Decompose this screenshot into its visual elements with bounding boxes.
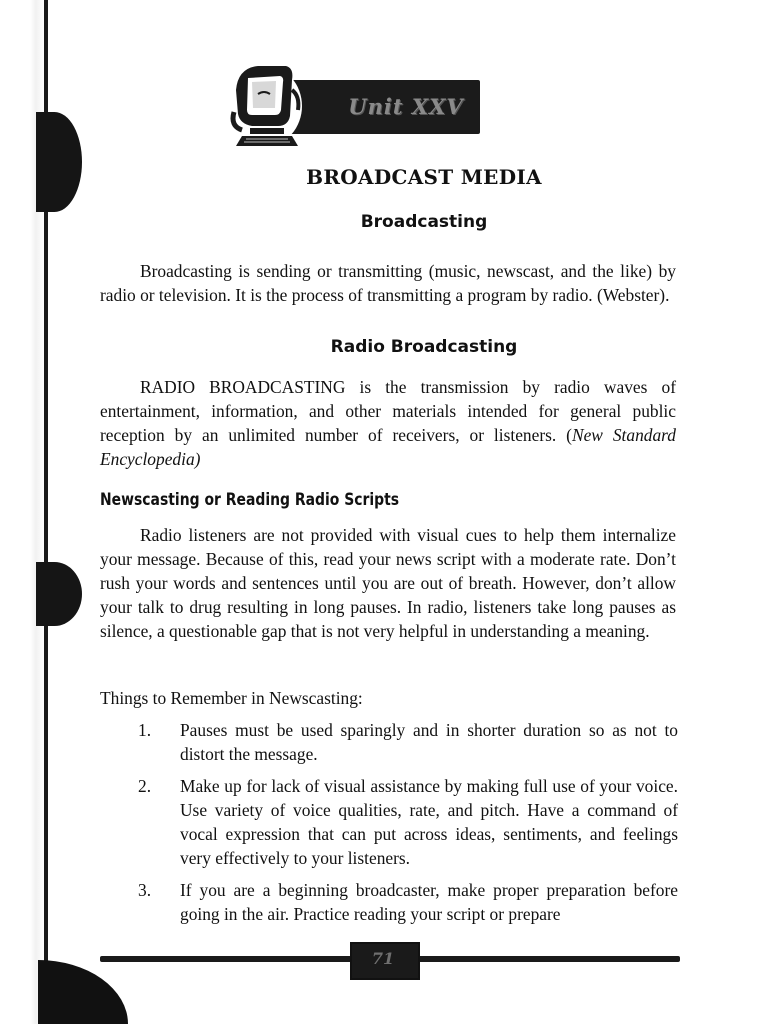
binding-shadow [36, 112, 82, 212]
paragraph-text: RADIO BROADCASTING is the transmission by radio waves of entertainment, information, and other materials intended for general public reception by an unlimited number of receivers, or listeners. ( [100, 377, 676, 445]
list-number: 2. [138, 776, 152, 796]
page-title: BROADCAST MEDIA [306, 165, 542, 189]
list-number: 3. [138, 880, 152, 900]
paragraph-text: Broadcasting is sending or transmitting (music, newscast, and the like) by radio or television. It is the process of transmitting a program by radio. (Webster). [100, 261, 676, 305]
binding-shadow [38, 960, 128, 1024]
computer-monitor-icon [228, 60, 306, 150]
paragraph-newscasting [100, 523, 676, 643]
binding-shadow [36, 562, 82, 626]
page-number: 71 [371, 949, 395, 968]
section-heading-newscasting: Newscasting or Reading Radio Scripts [100, 490, 400, 510]
paragraph-text: Radio listeners are not provided with visual cues to help them internalize your message. Because of this, read your news script with a moderate rate. Don’t rush your words and sentences until you are out of breath. However, don’t allow your talk to drug resulting in long pauses. In radio, listeners take long pauses as silence, a questionable gap that is not very helpful in understanding a meaning. [100, 525, 676, 641]
list-number: 1. [138, 720, 152, 740]
paragraph-broadcasting [100, 259, 676, 307]
section-heading-broadcasting: Broadcasting [360, 212, 488, 232]
list-text: Make up for lack of visual assistance by making full use of your voice. Use variety of voice qualities, rate, and pitch. Have a command of vocal expression that can put across ideas, sentiments, and feelings very effectively to your listeners. [180, 776, 678, 868]
unit-banner [228, 60, 484, 150]
list-text: Pauses must be used sparingly and in shorter duration so as not to distort the message. [180, 720, 678, 764]
paragraph-radio-broadcasting [100, 375, 676, 471]
section-heading-radio-broadcasting: Radio Broadcasting [330, 337, 518, 357]
unit-label: Unit XXV [348, 94, 464, 119]
list-lead: Things to Remember in Newscasting: [100, 688, 363, 708]
citation: New Standard Encyclopedia) [100, 425, 676, 469]
list-text: If you are a beginning broadcaster, make proper preparation before going in the air. Practice reading your script or prepare [180, 880, 678, 924]
